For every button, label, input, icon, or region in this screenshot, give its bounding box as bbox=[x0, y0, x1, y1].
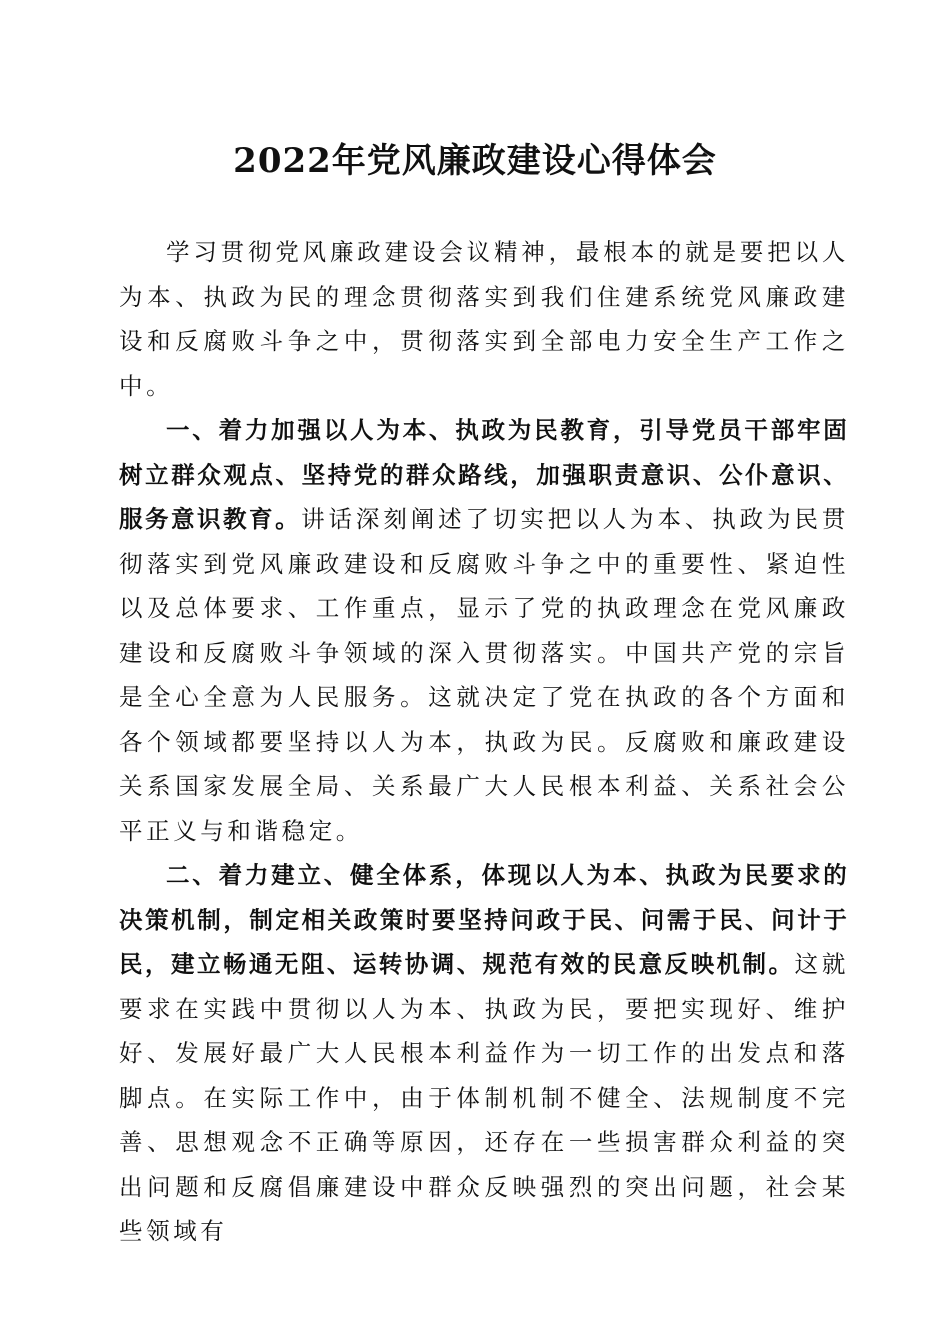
paragraph-text: 这就要求在实践中贯彻以人为本、执政为民，要把实现好、维护好、发展好最广大人民根本利益作为一切工作的出发点和落脚点。在实际工作中，由于体制机制不健全、法规制度不完善、思想观念不正确等原因，还存在一些损害群众利益的突出问题和反腐倡廉建设中群众反映强烈的突出问题，社会某些领域有 bbox=[119, 950, 849, 1245]
section-heading: 一、着力加强以人为本、执政为民教育，引导党员干部牢固树立群众观点、坚持党的群众路线，加强职责意识、公仆意识、服务意识教育。 bbox=[119, 416, 849, 533]
document-body bbox=[119, 230, 849, 1254]
section-heading: 二、着力建立、健全体系，体现以人为本、执政为民要求的决策机制，制定相关政策时要坚持问政于民、问需于民、问计于民，建立畅通无阻、运转协调、规范有效的民意反映机制。 bbox=[119, 861, 849, 978]
paragraph-text: 讲话深刻阐述了切实把以人为本、执政为民贯彻落实到党风廉政建设和反腐败斗争之中的重要性、紧迫性以及总体要求、工作重点，显示了党的执政理念在党风廉政建设和反腐败斗争领域的深入贯彻落实。中国共产党的宗旨是全心全意为人民服务。这就决定了党在执政的各个方面和各个领域都要坚持以人为本，执政为民。反腐败和廉政建设关系国家发展全局、关系最广大人民根本利益、关系社会公平正义与和谐稳定。 bbox=[119, 505, 850, 845]
paragraph-section-two bbox=[119, 853, 849, 1254]
paragraph-intro bbox=[119, 230, 849, 408]
paragraph-text: 学习贯彻党风廉政建设会议精神，最根本的就是要把以人为本、执政为民的理念贯彻落实到我们住建系统党风廉政建设和反腐败斗争之中，贯彻落实到全部电力安全生产工作之中。 bbox=[119, 238, 849, 400]
document-title: 2022年党风廉政建设心得体会 bbox=[233, 141, 717, 181]
paragraph-section-one bbox=[119, 408, 849, 853]
